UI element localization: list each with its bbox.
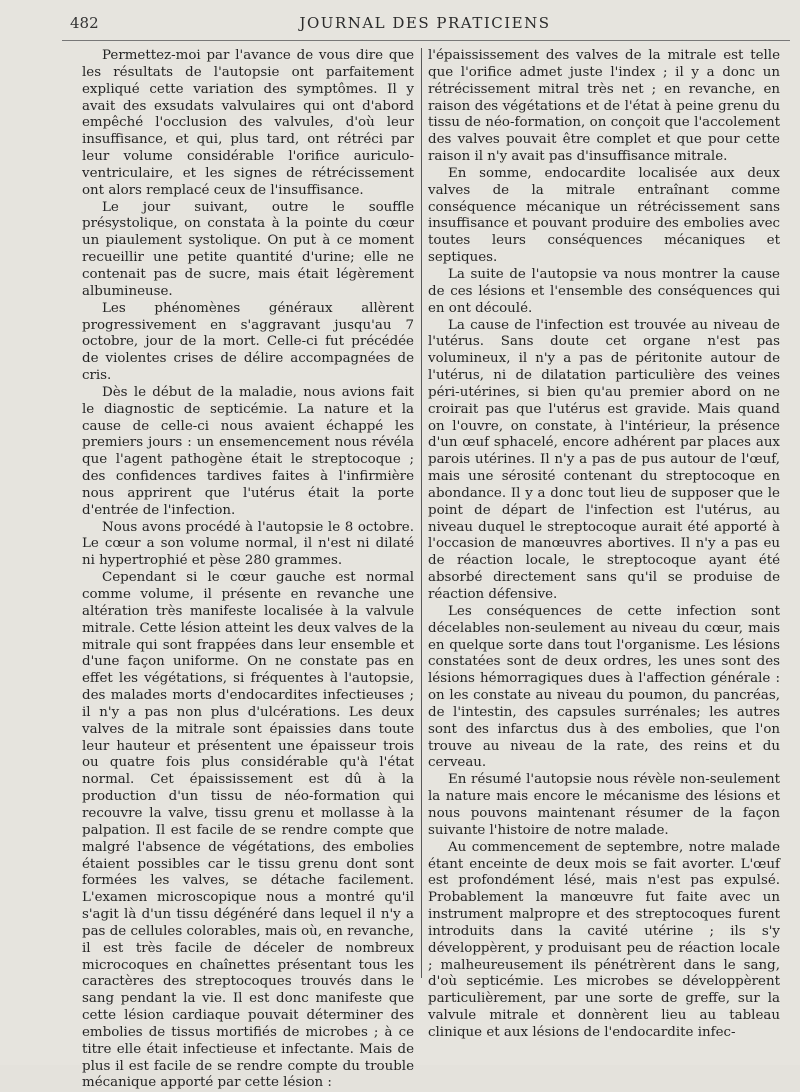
journal-title: JOURNAL DES PRATICIENS: [299, 14, 551, 32]
paragraph: En somme, endocardite localisée aux deux valves de la mitrale entraînant comme conséquence mécanique un rétrécissement sans insuffisance et pouvant produire des embolies avec toutes leurs conséquences mécaniques et septiques.: [428, 165, 780, 266]
header-rule: [62, 40, 790, 41]
column-divider: [421, 48, 422, 978]
paragraph: Nous avons procédé à l'autopsie le 8 octobre. Le cœur a son volume normal, il n'est ni dilaté ni hypertrophié et pèse 280 grammes.: [82, 519, 414, 569]
paragraph: La suite de l'autopsie va nous montrer la cause de ces lésions et l'ensemble des conséquences qui en ont découlé.: [428, 266, 780, 316]
paragraph: La cause de l'infection est trouvée au niveau de l'utérus. Sans doute cet organe n'est pas volumineux, il n'y a pas de péritonite autour de l'utérus, ni de dilatation particulière des veines péri-utérines, si bien qu'au premier abord on ne croirait pas que l'utérus est gravide. Mais quand on l'ouvre, on constate, à l'intérieur, la présence d'un œuf sphacelé, encore adhérent par places aux parois utérines. Il n'y a pas de pus autour de l'œuf, mais une sérosité contenant du streptocoque en abondance. Il y a donc tout lieu de supposer que le point de départ de l'infection est l'utérus, au niveau duquel le streptocoque aurait été apporté à l'occasion de manœuvres abortives. Il n'y a pas eu de réaction locale, le streptocoque ayant été absorbé directement sans qu'il se produise de réaction défensive.: [428, 317, 780, 602]
paragraph: Cependant si le cœur gauche est normal comme volume, il présente en revanche une altération très manifeste localisée à la valvule mitrale. Cette lésion atteint les deux valves de la mitrale qui sont frappées dans leur ensemble et d'une façon uniforme. On ne constate pas en effet les végétations, si fréquentes à l'autopsie, des malades morts d'endocardites infectieuses ; il n'y a pas non plus d'ulcérations. Les deux valves de la mitrale sont épaissies dans toute leur hauteur et présentent une épaisseur trois ou quatre fois plus considérable qu'à l'état normal. Cet épaississement est dû à la production d'un tissu de néo-formation qui recouvre la valve, tissu grenu et mollasse à la palpation. Il est facile de se rendre compte que malgré l'absence de végétations, des embolies étaient possibles car le tissu grenu dont sont formées les valves, se détache facilement. L'examen microscopique nous a montré qu'il s'agit là d'un tissu dégénéré dans lequel il n'y a pas de cellules colorables, mais où, en revanche, il est très facile de déceler de nombreux microcoques en chaînettes présentant tous les caractères des streptocoques trouvés dans le sang pendant la vie. Il est donc manifeste que cette lésion cardiaque pouvait déterminer des embolies de tissus mortifiés de microbes ; à ce titre elle était infectieuse et infectante. Mais de plus il est facile de se rendre compte du trouble mécanique apporté par cette lésion :: [82, 570, 414, 1091]
continuation-paragraph: l'épaississement des valves de la mitrale est telle que l'orifice admet juste l'index ; il y a donc un rétrécissement mitral très net ; en revanche, en raison des végétations et de l'état à peine grenu du tissu de néo-formation, on conçoit que l'accolement des valves pouvait être complet et que pour cette raison il n'y avait pas d'insuffisance mitrale.: [428, 48, 780, 165]
paragraph: Au commencement de septembre, notre malade étant enceinte de deux mois se fait avorter. L'œuf est profondément lésé, mais n'est pas expulsé. Probablement la manœuvre fut faite avec un instrument malpropre et des streptocoques furent introduits dans la cavité utérine ; ils s'y développèrent, y produisant peu de réaction locale ; malheureusement ils pénétrèrent dans le sang, d'où septicémie. Les microbes se développèrent particulièrement, par une sorte de greffe, sur la valvule mitrale et donnèrent lieu au tableau clinique et aux lésions de l'endocardite infec-: [428, 839, 780, 1040]
paragraph: Dès le début de la maladie, nous avions fait le diagnostic de septicémie. La nature et la cause de celle-ci nous avaient échappé les premiers jours : un ensemencement nous révéla que l'agent pathogène était le streptocoque ; des confidences tardives faites à l'infirmière nous apprirent que l'utérus était la porte d'entrée de l'infection.: [82, 384, 414, 518]
page-number: 482: [70, 14, 99, 32]
paragraph: Les conséquences de cette infection sont décelables non-seulement au niveau du cœur, mais en quelque sorte dans tout l'organisme. Les lésions constatées sont de deux ordres, les unes sont des lésions hémorragiques dues à l'affection générale : on les constate au niveau du poumon, du pancréas, de l'intestin, des capsules surrénales; les autres sont des infarctus dus à des embolies, que l'on trouve au niveau de la rate, des reins et du cerveau.: [428, 603, 780, 771]
page-header: [70, 14, 780, 36]
paragraph: Les phénomènes généraux allèrent progressivement en s'aggravant jusqu'au 7 octobre, jour de la mort. Celle-ci fut précédée de violentes crises de délire accompagnées de cris.: [82, 300, 414, 384]
left-column: [82, 48, 414, 1092]
paragraph: Le jour suivant, outre le souffle présystolique, on constata à la pointe du cœur un piaulement systolique. On put à ce moment recueillir une petite quantité d'urine; elle ne contenait pas de sucre, mais était légèrement albumineuse.: [82, 199, 414, 299]
paragraph: En résumé l'autopsie nous révèle non-seulement la nature mais encore le mécanisme des lésions et nous pouvons maintenant résumer de la façon suivante l'histoire de notre malade.: [428, 772, 780, 838]
right-column: [428, 48, 780, 1042]
paragraph: Permettez-moi par l'avance de vous dire que les résultats de l'autopsie ont parfaitement expliqué cette variation des symptômes. Il y avait des exsudats valvulaires qui ont d'abord empêché l'occlusion des valvules, d'où leur insuffisance, et qui, plus tard, ont rétréci par leur volume considérable l'orifice auriculo-ventriculaire, et les signes de rétrécissement ont alors remplacé ceux de l'insuffisance.: [82, 48, 414, 198]
